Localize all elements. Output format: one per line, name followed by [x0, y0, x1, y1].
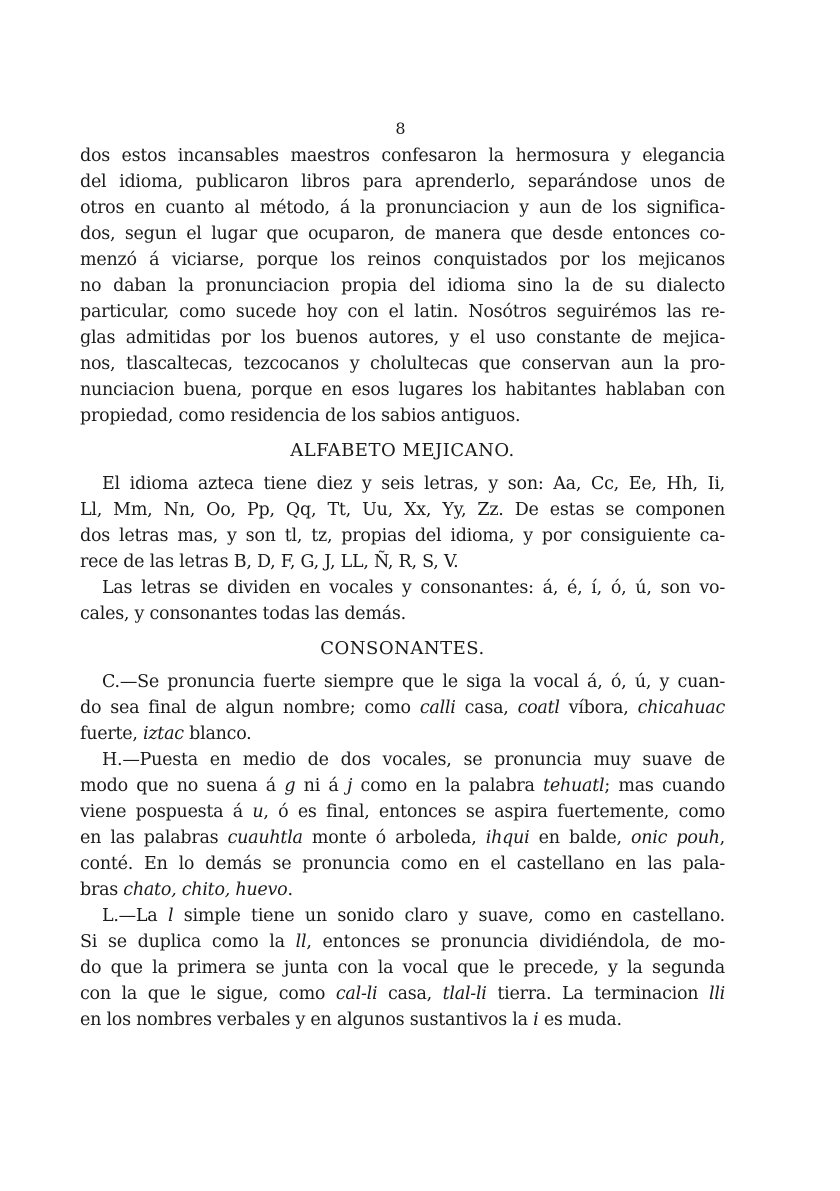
text-line: C.—Se pronuncia fuerte siempre que le siga la vocal á, ó, ú, y cuan-	[102, 672, 725, 692]
text-line	[80, 903, 725, 929]
text-line	[80, 981, 725, 1007]
document-page	[80, 118, 725, 1033]
italic-word: ihqui	[485, 828, 530, 848]
italic-word: j	[346, 776, 353, 796]
text-line: rece de las letras B, D, F, G, J, LL, Ñ, R, S, V.	[80, 552, 459, 572]
text-run: ,	[719, 828, 725, 848]
text-line: conté. En lo demás se pronuncia como en el castellano en las pala-	[80, 854, 725, 874]
text-run: simple tiene un sonido claro y suave, como en castellano.	[173, 906, 725, 926]
italic-word: chato, chito, huevo	[123, 880, 288, 900]
text-line: particular, como sucede hoy con el latin. Nosótros seguirémos las re-	[80, 302, 725, 322]
text-run: en balde,	[529, 828, 631, 848]
italic-word: tehuatl	[543, 776, 605, 796]
text-run: .	[287, 880, 293, 900]
italic-word: iztac	[142, 724, 184, 744]
alfabeto-paragraph	[80, 471, 725, 575]
heading-consonantes: CONSONANTES.	[320, 638, 485, 659]
text-run: con la que le sigue, como	[80, 984, 336, 1004]
text-run: viene pospuesta á	[80, 802, 253, 822]
text-line	[80, 695, 725, 721]
text-line	[80, 1007, 725, 1033]
text-line: del idioma, publicaron libros para aprenderlo, separándose unos de	[80, 172, 725, 192]
italic-word: g	[284, 776, 296, 796]
italic-word: cuauhtla	[227, 828, 303, 848]
text-line	[80, 799, 725, 825]
text-line: dos estos incansables maestros confesaron la hermosura y elegancia	[80, 146, 725, 166]
text-line	[80, 825, 725, 851]
text-line: H.—Puesta en medio de dos vocales, se pronuncia muy suave de	[102, 750, 725, 770]
italic-word: i	[533, 1010, 539, 1030]
text-line	[80, 877, 725, 903]
text-line: nunciacion buena, porque en esos lugares los habitantes hablaban con	[80, 380, 725, 400]
page-number: 8	[395, 119, 406, 138]
text-line	[80, 773, 725, 799]
l-paragraph	[80, 903, 725, 1033]
text-run: es muda.	[538, 1010, 622, 1030]
italic-word: chicahuac	[637, 698, 725, 718]
text-run: ni á	[295, 776, 347, 796]
vocales-paragraph	[80, 575, 725, 627]
text-line: glas admitidas por los buenos autores, y el uso constante de mejica-	[80, 328, 725, 348]
text-line: dos, segun el lugar que ocuparon, de manera que desde entonces co-	[80, 224, 725, 244]
intro-paragraph	[80, 143, 725, 429]
text-run: L.—La	[102, 906, 168, 926]
h-paragraph	[80, 747, 725, 903]
text-line: nos, tlascaltecas, tezcocanos y cholultecas que conservan aun la pro-	[80, 354, 725, 374]
text-line: menzó á viciarse, porque los reinos conquistados por los mejicanos	[80, 250, 725, 270]
text-line: dos letras mas, y son tl, tz, propias del idioma, y por consiguiente ca-	[80, 526, 725, 546]
italic-word: l	[167, 906, 174, 926]
text-run: fuerte,	[80, 724, 143, 744]
italic-word: u	[252, 802, 264, 822]
text-line	[80, 929, 725, 955]
text-run: modo que no suena á	[80, 776, 285, 796]
heading-alfabeto: ALFABETO MEJICANO.	[290, 440, 515, 461]
text-run: monte ó arboleda,	[302, 828, 486, 848]
text-run: casa,	[377, 984, 443, 1004]
italic-word: cal-li	[335, 984, 378, 1004]
text-run: ; mas cuando	[604, 776, 725, 796]
text-run: do sea final de algun nombre; como	[80, 698, 420, 718]
text-run: Si se duplica como la	[80, 932, 296, 952]
text-run: víbora,	[559, 698, 638, 718]
text-run: , ó es final, entonces se aspira fuertemente, como	[263, 802, 725, 822]
text-run: bras	[80, 880, 124, 900]
text-line: otros en cuanto al método, á la pronunciacion y aun de los significa-	[80, 198, 725, 218]
text-run: tierra. La terminacion	[486, 984, 709, 1004]
text-run: casa,	[455, 698, 518, 718]
text-run: en las palabras	[80, 828, 228, 848]
c-paragraph	[80, 669, 725, 747]
italic-word: onic pouh	[630, 828, 720, 848]
text-line: cales, y consonantes todas las demás.	[80, 604, 406, 624]
italic-word: tlal-li	[442, 984, 487, 1004]
text-run: como en la palabra	[352, 776, 544, 796]
text-line: Las letras se dividen en vocales y consonantes: á, é, í, ó, ú, son vo-	[102, 578, 725, 598]
text-line: El idioma azteca tiene diez y seis letras, y son: Aa, Cc, Ee, Hh, Ii,	[102, 474, 725, 494]
italic-word: ll	[295, 932, 307, 952]
text-line: Ll, Mm, Nn, Oo, Pp, Qq, Tt, Uu, Xx, Yy, Zz. De estas se componen	[80, 500, 725, 520]
text-run: en los nombres verbales y en algunos sustantivos la	[80, 1010, 534, 1030]
italic-word: lli	[708, 984, 726, 1004]
italic-word: calli	[419, 698, 456, 718]
italic-word: coatl	[517, 698, 560, 718]
text-line	[80, 721, 725, 747]
text-line: no daban la pronunciacion propia del idioma sino la de su dialecto	[80, 276, 725, 296]
text-run: , entonces se pronuncia dividiéndola, de mo-	[306, 932, 725, 952]
text-run: blanco.	[183, 724, 252, 744]
text-line: propiedad, como residencia de los sabios antiguos.	[80, 406, 521, 426]
text-line: do que la primera se junta con la vocal que le precede, y la segunda	[80, 958, 725, 978]
